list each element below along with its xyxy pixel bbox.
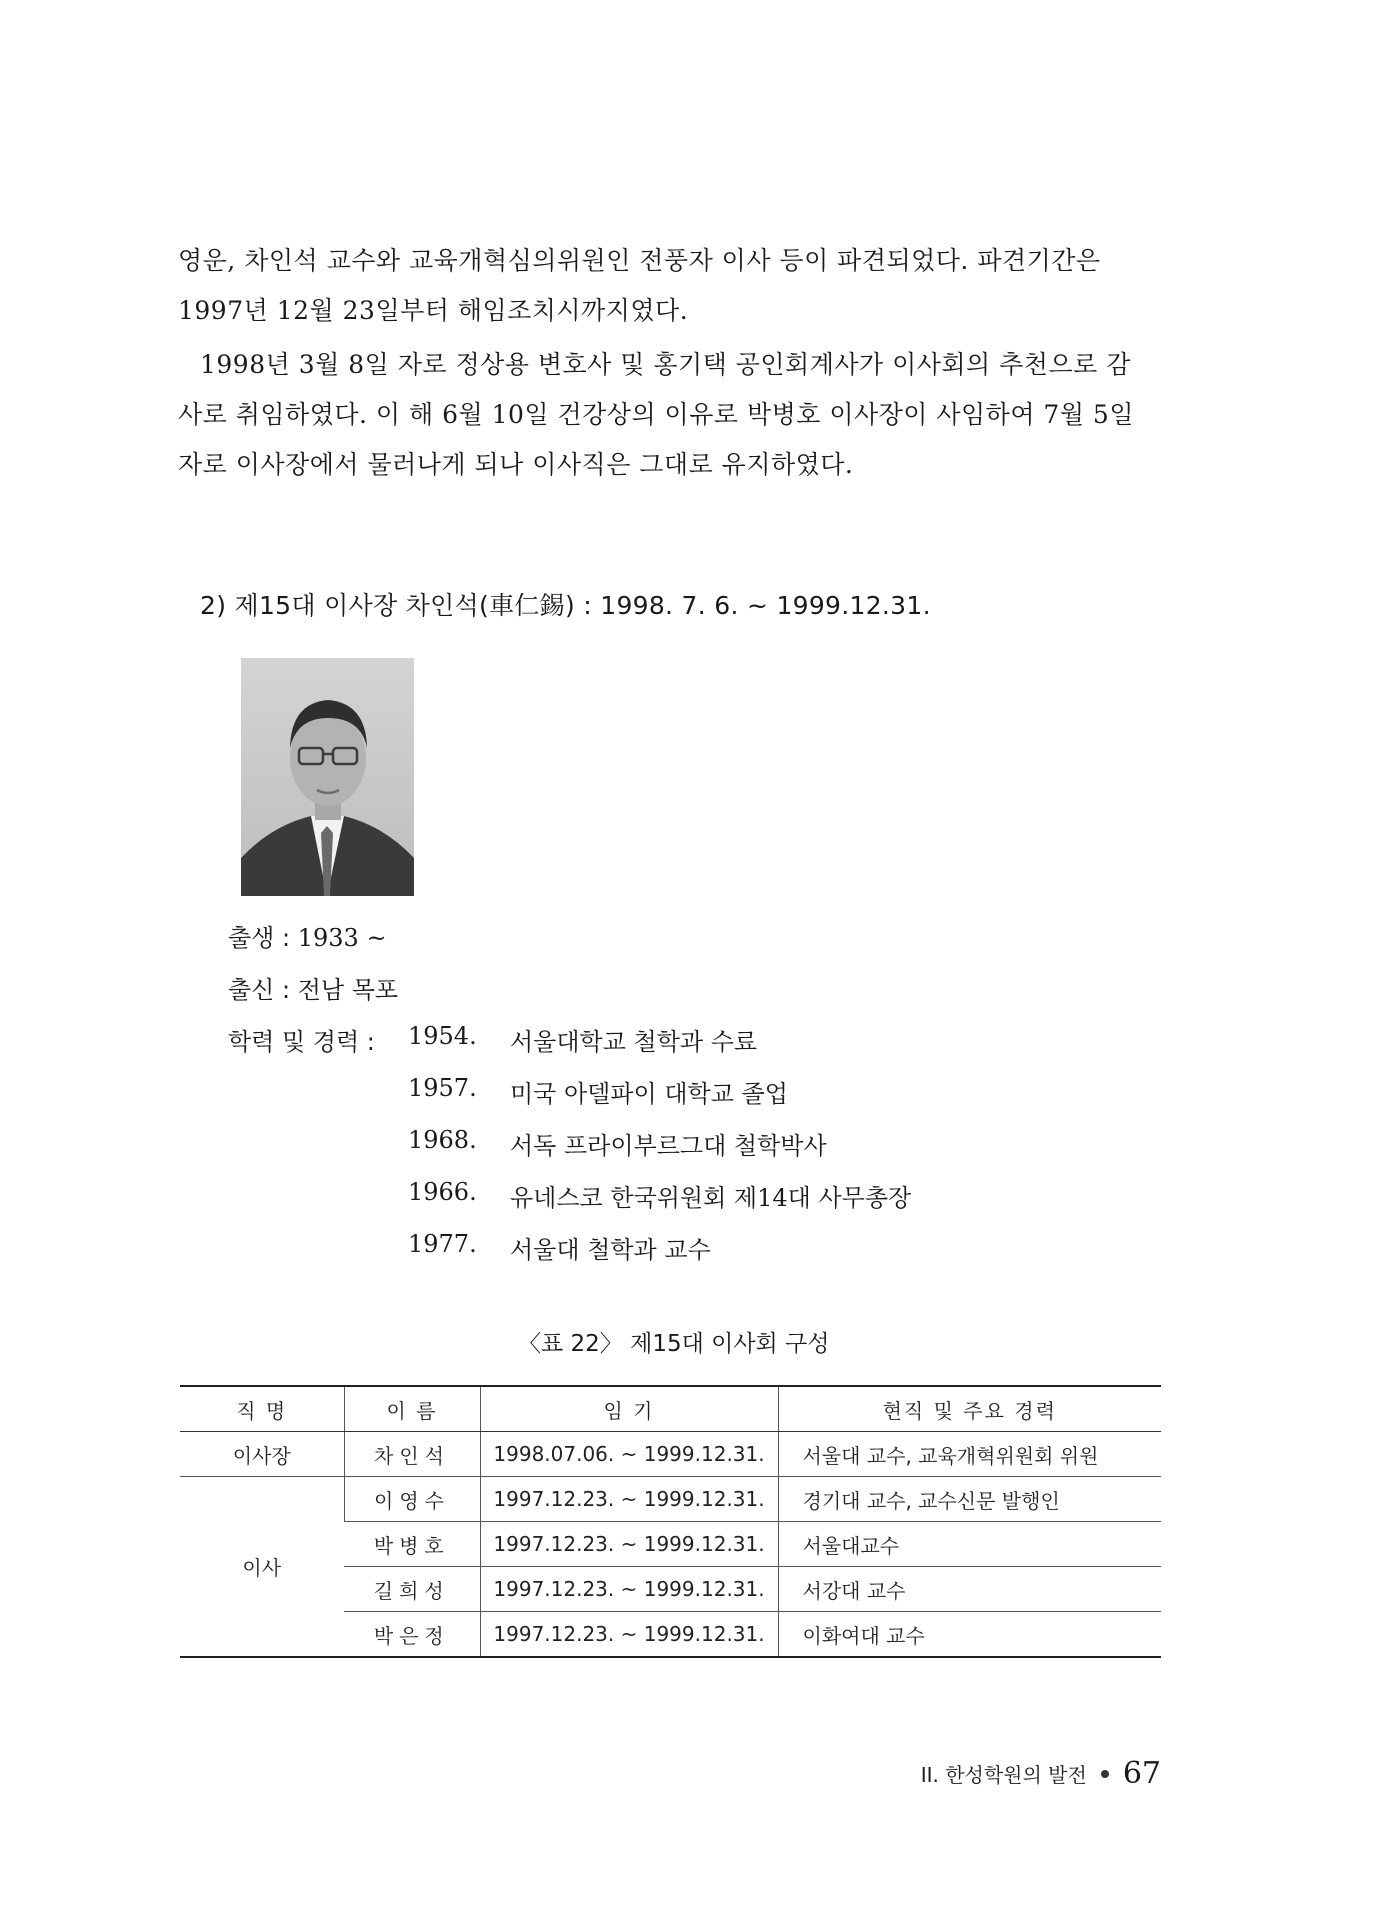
cell-name: 차인석 (344, 1432, 480, 1477)
career-description: 서울대 철학과 교수 (510, 1236, 711, 1264)
portrait-illustration (241, 658, 414, 896)
bullet-separator-icon (1101, 1770, 1109, 1778)
page-footer (921, 1756, 1161, 1791)
bio-birth-label: 출생 : (228, 924, 291, 952)
body-paragraph-2 (178, 340, 1183, 490)
header-career: 현직 및 주요 경력 (778, 1386, 1161, 1432)
table-row (180, 1432, 1161, 1477)
bio-origin (228, 970, 398, 1005)
body-paragraph-1 (178, 236, 1183, 336)
paragraph-line: 사로 취임하였다. 이 해 6월 10일 건강상의 이유로 박병호 이사장이 사임하여 7월 5일 (178, 400, 1134, 429)
bio-origin-value: 전남 목포 (297, 976, 399, 1004)
cell-term: 1998.07.06. ~ 1999.12.31. (480, 1432, 778, 1477)
cell-name: 박은정 (344, 1612, 480, 1658)
bio-birth-value: 1933 ~ (297, 924, 387, 952)
career-description: 서울대학교 철학과 수료 (510, 1028, 758, 1056)
career-year: 1968. (408, 1126, 477, 1154)
cell-career: 서울대 교수, 교육개혁위원회 위원 (778, 1432, 1161, 1477)
cell-term: 1997.12.23. ~ 1999.12.31. (480, 1477, 778, 1522)
career-year: 1966. (408, 1178, 477, 1206)
cell-name: 이영수 (344, 1477, 480, 1522)
footer-chapter-title: II. 한성학원의 발전 (920, 1763, 1087, 1787)
career-description: 유네스코 한국위원회 제14대 사무총장 (510, 1184, 912, 1212)
cell-career: 이화여대 교수 (778, 1612, 1161, 1658)
cell-name: 박병호 (344, 1522, 480, 1567)
table-row (180, 1477, 1161, 1522)
cell-name: 길희성 (344, 1567, 480, 1612)
page-number: 67 (1122, 1756, 1161, 1791)
cell-career: 서강대 교수 (778, 1567, 1161, 1612)
paragraph-line: 자로 이사장에서 물러나게 되나 이사직은 그대로 유지하였다. (178, 450, 854, 479)
header-term: 임 기 (480, 1386, 778, 1432)
board-composition-table (180, 1385, 1161, 1658)
career-description: 서독 프라이부르그대 철학박사 (510, 1132, 827, 1160)
paragraph-line: 영운, 차인석 교수와 교육개혁심의위원인 전풍자 이사 등이 파견되었다. 파견기간은 (178, 246, 1101, 275)
cell-position: 이사장 (180, 1432, 344, 1477)
section-heading: 2) 제15대 이사장 차인석(車仁錫) : 1998. 7. 6. ~ 1999.12.31. (200, 591, 931, 620)
cell-career: 서울대교수 (778, 1522, 1161, 1567)
cell-term: 1997.12.23. ~ 1999.12.31. (480, 1612, 778, 1658)
cell-term: 1997.12.23. ~ 1999.12.31. (480, 1522, 778, 1567)
career-year: 1977. (408, 1230, 477, 1258)
bio-origin-label: 출신 : (228, 976, 291, 1004)
bio-birth (228, 918, 387, 953)
table-caption: 〈표 22〉 제15대 이사회 구성 (518, 1331, 830, 1357)
cell-position: 이사 (180, 1477, 344, 1658)
portrait-photo (241, 658, 414, 896)
career-description: 미국 아델파이 대학교 졸업 (510, 1080, 788, 1108)
header-name: 이 름 (344, 1386, 480, 1432)
cell-career: 경기대 교수, 교수신문 발행인 (778, 1477, 1161, 1522)
paragraph-line: 1998년 3월 8일 자로 정상용 변호사 및 홍기택 공인회계사가 이사회의 추천으로 감 (200, 350, 1131, 379)
bio-career-label: 학력 및 경력 : (228, 1028, 375, 1056)
career-year: 1954. (408, 1022, 477, 1050)
header-position: 직 명 (180, 1386, 344, 1432)
cell-term: 1997.12.23. ~ 1999.12.31. (480, 1567, 778, 1612)
table-header-row (180, 1386, 1161, 1432)
paragraph-line: 1997년 12월 23일부터 해임조치시까지였다. (178, 296, 689, 325)
career-year: 1957. (408, 1074, 477, 1102)
